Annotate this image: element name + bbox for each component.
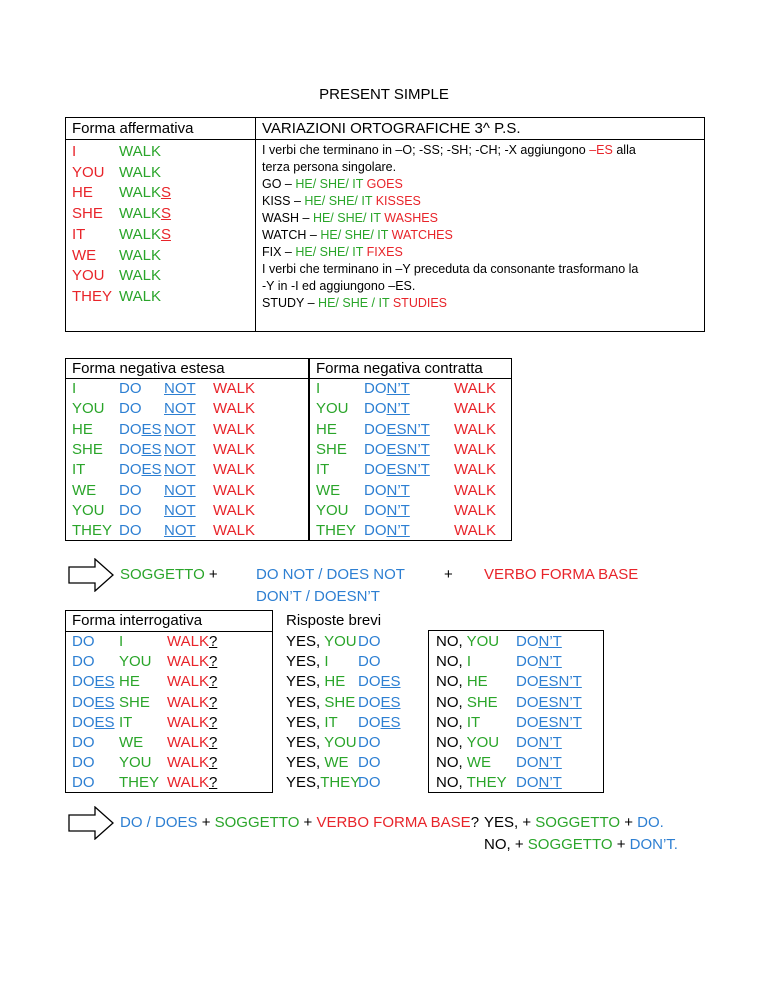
no-answer bbox=[436, 713, 480, 733]
aff-verb-part: WALK bbox=[119, 287, 161, 305]
variation-example bbox=[262, 227, 702, 244]
example-form: FIXES bbox=[366, 245, 403, 259]
negfull-not: NOT bbox=[164, 440, 196, 458]
interr-verb-suffix: ? bbox=[208, 774, 218, 792]
no-subject: IT bbox=[466, 713, 481, 731]
aff-verb bbox=[119, 183, 171, 203]
negshort-aux-part: DO bbox=[364, 481, 387, 499]
variation-example bbox=[262, 193, 702, 210]
no-label: NO, bbox=[436, 633, 467, 650]
formula-no: NO, + SOGGETTO + DON’T. bbox=[484, 836, 678, 853]
negfull-aux-suffix: ES bbox=[141, 440, 162, 458]
negfull-subject: IT bbox=[72, 461, 86, 479]
interrogative-header: Forma interrogativa bbox=[72, 612, 203, 629]
interr-verb bbox=[167, 773, 217, 793]
variations-text bbox=[262, 142, 702, 312]
interr-aux-part: DO bbox=[72, 774, 95, 792]
negfull-aux bbox=[119, 379, 142, 399]
negfull-verb: WALK bbox=[213, 522, 255, 540]
negfull-subject: SHE bbox=[72, 440, 103, 458]
yes-subject: THEY bbox=[320, 774, 361, 792]
variations-header: VARIAZIONI ORTOGRAFICHE 3^ P.S. bbox=[262, 120, 521, 137]
negshort-subject: THEY bbox=[316, 522, 357, 540]
no-aux-suffix: N’T bbox=[538, 653, 562, 671]
no-aux-suffix: ESN’T bbox=[538, 673, 582, 691]
short-answers-header: Risposte brevi bbox=[286, 612, 382, 629]
negshort-aux bbox=[364, 440, 430, 460]
negshort-verb: WALK bbox=[454, 522, 496, 540]
yes-subject: YOU bbox=[324, 633, 357, 650]
interr-aux-part: DO bbox=[72, 633, 95, 650]
interr-aux-part: DO bbox=[72, 673, 95, 691]
no-answer bbox=[436, 733, 499, 753]
negshort-verb: WALK bbox=[454, 380, 496, 397]
negshort-aux bbox=[364, 521, 410, 541]
example-form: WASHES bbox=[384, 211, 438, 225]
yes-subject: I bbox=[324, 653, 329, 671]
no-subject: THEY bbox=[466, 774, 507, 792]
interr-aux-suffix: ES bbox=[94, 713, 115, 731]
no-aux bbox=[516, 753, 562, 773]
interr-subject: THEY bbox=[119, 774, 160, 792]
affirmative-header: Forma affermativa bbox=[72, 120, 194, 137]
example-pronoun: HE/ SHE/ IT bbox=[320, 228, 392, 242]
yes-aux-part: DO bbox=[358, 774, 381, 792]
negshort-aux-part: DO bbox=[364, 522, 387, 540]
negfull-aux-part: DO bbox=[119, 440, 142, 458]
interr-subject: IT bbox=[119, 713, 133, 731]
negfull-subject: THEY bbox=[72, 522, 113, 540]
negfull-aux-part: DO bbox=[119, 420, 142, 438]
no-aux bbox=[516, 672, 582, 692]
no-label: NO, bbox=[436, 673, 467, 691]
interr-verb-suffix: ? bbox=[208, 693, 218, 711]
interr-verb-suffix: ? bbox=[208, 713, 218, 731]
negfull-aux bbox=[119, 440, 162, 460]
rule1-line2: terza persona singolare. bbox=[262, 160, 397, 174]
yes-aux-part: DO bbox=[358, 633, 381, 650]
interr-verb-part: WALK bbox=[167, 754, 209, 772]
negshort-aux bbox=[364, 399, 410, 419]
interr-aux bbox=[72, 753, 95, 773]
aff-verb-suffix: S bbox=[160, 225, 171, 243]
no-aux-part: DO bbox=[516, 693, 539, 711]
negshort-verb: WALK bbox=[454, 501, 496, 519]
interr-subject: WE bbox=[119, 734, 144, 751]
yes-label: YES, bbox=[286, 653, 325, 671]
formula-negative-plus2: + bbox=[444, 566, 453, 583]
no-aux-part: DO bbox=[516, 713, 539, 731]
yes-answer bbox=[286, 632, 357, 652]
no-label: NO, bbox=[436, 713, 467, 731]
interr-aux-suffix: ES bbox=[94, 693, 115, 711]
yes-aux-suffix: ES bbox=[380, 673, 401, 691]
interr-aux-part: DO bbox=[72, 734, 95, 751]
aff-subject: YOU bbox=[72, 267, 105, 285]
no-aux-part: DO bbox=[516, 754, 539, 772]
interr-aux-suffix: ES bbox=[94, 673, 115, 691]
yes-subject: WE bbox=[324, 754, 349, 772]
interr-verb bbox=[167, 753, 217, 773]
yes-aux-part: DO bbox=[358, 713, 381, 731]
aff-verb-suffix: S bbox=[160, 184, 171, 202]
yes-aux-part: DO bbox=[358, 754, 381, 772]
interr-verb-suffix: ? bbox=[208, 734, 218, 751]
interr-subject: HE bbox=[119, 673, 140, 691]
negshort-subject: WE bbox=[316, 481, 341, 499]
negfull-verb: WALK bbox=[213, 481, 255, 499]
no-label: NO, bbox=[436, 734, 467, 751]
rule2-line2: -Y in -I ed aggiungono –ES. bbox=[262, 279, 416, 293]
negfull-verb: WALK bbox=[213, 400, 255, 418]
yes-answer bbox=[286, 733, 357, 753]
no-aux-part: DO bbox=[516, 653, 539, 671]
no-answer bbox=[436, 693, 498, 713]
no-aux-suffix: N’T bbox=[538, 774, 562, 792]
aff-subject: HE bbox=[72, 184, 93, 202]
no-label: NO, bbox=[436, 653, 467, 671]
negfull-aux-suffix: ES bbox=[141, 420, 162, 438]
aff-verb bbox=[119, 246, 161, 266]
no-aux-suffix: ESN’T bbox=[538, 713, 582, 731]
interr-aux-part: DO bbox=[72, 693, 95, 711]
example-pronoun: HE/ SHE/ IT bbox=[304, 194, 376, 208]
negshort-aux-suffix: ESN’T bbox=[386, 440, 430, 458]
no-subject: HE bbox=[466, 673, 488, 691]
negshort-aux bbox=[364, 420, 430, 440]
example-base: KISS – bbox=[262, 194, 305, 208]
yes-aux bbox=[358, 773, 381, 793]
no-subject: YOU bbox=[466, 734, 500, 751]
no-aux-suffix: ESN’T bbox=[538, 693, 582, 711]
interr-verb-part: WALK bbox=[167, 653, 209, 671]
no-aux bbox=[516, 693, 582, 713]
negshort-aux-suffix: N’T bbox=[386, 481, 410, 499]
aff-subject: WE bbox=[72, 246, 97, 264]
arrow-right-icon bbox=[68, 558, 114, 592]
aff-verb bbox=[119, 204, 171, 224]
example-form: KISSES bbox=[375, 194, 421, 208]
yes-aux bbox=[358, 652, 381, 672]
example-pronoun: HE/ SHE/ IT bbox=[312, 211, 385, 225]
interr-subject: YOU bbox=[119, 754, 152, 772]
variation-example bbox=[262, 176, 702, 193]
yes-aux bbox=[358, 672, 401, 692]
negfull-verb: WALK bbox=[213, 501, 255, 519]
negshort-aux-part: DO bbox=[364, 440, 387, 458]
no-aux bbox=[516, 713, 582, 733]
negfull-aux-part: DO bbox=[119, 501, 142, 519]
yes-label: YES, bbox=[286, 633, 325, 650]
negfull-verb: WALK bbox=[213, 440, 255, 458]
negfull-aux-part: DO bbox=[119, 522, 142, 540]
yes-label: YES, bbox=[286, 673, 325, 691]
yes-answer bbox=[286, 672, 345, 692]
negshort-subject: I bbox=[316, 380, 321, 397]
negfull-not: NOT bbox=[164, 400, 196, 418]
interr-aux bbox=[72, 672, 115, 692]
interr-subject: I bbox=[119, 633, 124, 650]
no-label: NO, bbox=[436, 774, 467, 792]
negshort-aux-part: DO bbox=[364, 400, 387, 418]
no-answer bbox=[436, 652, 471, 672]
interr-aux bbox=[72, 733, 95, 753]
negfull-verb: WALK bbox=[213, 380, 255, 397]
formula-question: DO / DOES + SOGGETTO + VERBO FORMA BASE? bbox=[120, 814, 480, 831]
no-subject: YOU bbox=[466, 633, 500, 650]
negfull-not: NOT bbox=[164, 522, 196, 540]
no-aux-part: DO bbox=[516, 633, 539, 650]
rule1-line: I verbi che terminano in –O; -SS; -SH; -CH; -X aggiungono –ES alla bbox=[262, 143, 636, 157]
no-answer bbox=[436, 672, 488, 692]
negfull-aux-part: DO bbox=[119, 461, 142, 479]
aff-verb bbox=[119, 225, 171, 245]
yes-subject: YOU bbox=[324, 734, 357, 751]
yes-answer bbox=[286, 652, 329, 672]
negshort-subject: YOU bbox=[316, 400, 349, 418]
interr-verb-suffix: ? bbox=[208, 673, 218, 691]
no-label: NO, bbox=[436, 754, 467, 772]
negfull-not: NOT bbox=[164, 380, 196, 397]
aff-verb-suffix: S bbox=[160, 205, 171, 223]
yes-aux-part: DO bbox=[358, 673, 381, 691]
interr-verb-part: WALK bbox=[167, 673, 209, 691]
negshort-verb: WALK bbox=[454, 461, 496, 479]
negfull-subject: I bbox=[72, 380, 77, 397]
negshort-verb: WALK bbox=[454, 440, 496, 458]
example-form: WATCHES bbox=[391, 228, 453, 242]
yes-aux-part: DO bbox=[358, 693, 381, 711]
interr-verb bbox=[167, 713, 217, 733]
interr-verb-suffix: ? bbox=[208, 754, 218, 772]
no-subject: I bbox=[466, 653, 472, 671]
negfull-aux bbox=[119, 420, 162, 440]
negshort-subject: IT bbox=[316, 461, 330, 479]
example-base: WASH – bbox=[262, 211, 313, 225]
negfull-subject: WE bbox=[72, 481, 97, 499]
aff-subject: YOU bbox=[72, 163, 105, 181]
negfull-verb: WALK bbox=[213, 461, 255, 479]
aff-verb-part: WALK bbox=[119, 246, 161, 264]
yes-label: YES, bbox=[286, 693, 325, 711]
interr-aux bbox=[72, 652, 95, 672]
no-aux bbox=[516, 733, 562, 753]
yes-aux bbox=[358, 713, 401, 733]
interr-subject: SHE bbox=[119, 693, 150, 711]
yes-answer bbox=[286, 753, 349, 773]
yes-aux-part: DO bbox=[358, 653, 381, 671]
interr-aux bbox=[72, 773, 95, 793]
interr-verb-suffix: ? bbox=[208, 633, 218, 650]
example-pronoun: HE/ SHE/ IT bbox=[295, 245, 367, 259]
negative-full-header: Forma negativa estesa bbox=[72, 360, 225, 377]
yes-subject: IT bbox=[324, 713, 338, 731]
aff-verb-part: WALK bbox=[119, 163, 161, 181]
yes-aux bbox=[358, 693, 401, 713]
no-aux-suffix: N’T bbox=[538, 633, 562, 650]
yes-answer bbox=[286, 773, 360, 793]
interr-verb bbox=[167, 672, 217, 692]
yes-aux bbox=[358, 753, 381, 773]
negfull-aux bbox=[119, 460, 162, 480]
formula-yes: YES, + SOGGETTO + DO. bbox=[484, 814, 664, 831]
negshort-aux bbox=[364, 501, 410, 521]
aff-subject: THEY bbox=[72, 287, 113, 305]
formula-negative-aux1: DO NOT / DOES NOT bbox=[256, 566, 405, 583]
negfull-aux-suffix: ES bbox=[141, 461, 162, 479]
negfull-aux bbox=[119, 399, 142, 419]
yes-aux bbox=[358, 733, 381, 753]
negshort-verb: WALK bbox=[454, 420, 496, 438]
example-base: GO – bbox=[262, 177, 296, 191]
aff-verb bbox=[119, 142, 161, 162]
formula-negative-aux2: DON’T / DOESN’T bbox=[256, 588, 380, 605]
yes-aux-suffix: ES bbox=[380, 713, 401, 731]
negfull-not: NOT bbox=[164, 481, 196, 499]
aff-verb bbox=[119, 163, 161, 183]
example-base: FIX – bbox=[262, 245, 296, 259]
interr-verb bbox=[167, 693, 217, 713]
yes-subject: SHE bbox=[324, 693, 356, 711]
aff-verb bbox=[119, 287, 161, 307]
interr-aux-part: DO bbox=[72, 754, 95, 772]
interr-verb-part: WALK bbox=[167, 774, 209, 792]
interr-aux-part: DO bbox=[72, 713, 95, 731]
yes-answer bbox=[286, 713, 338, 733]
negfull-aux-part: DO bbox=[119, 400, 142, 418]
negshort-aux bbox=[364, 379, 410, 399]
negfull-aux-part: DO bbox=[119, 380, 142, 397]
interr-verb bbox=[167, 733, 217, 753]
negshort-verb: WALK bbox=[454, 481, 496, 499]
interr-verb bbox=[167, 632, 217, 652]
negshort-aux-part: DO bbox=[364, 501, 387, 519]
yes-subject: HE bbox=[324, 673, 346, 691]
negshort-subject: SHE bbox=[316, 440, 347, 458]
negshort-aux bbox=[364, 460, 430, 480]
negshort-aux-part: DO bbox=[364, 420, 387, 438]
negshort-aux-suffix: ESN’T bbox=[386, 461, 430, 479]
no-subject: SHE bbox=[466, 693, 498, 711]
negfull-subject: HE bbox=[72, 420, 93, 438]
yes-aux bbox=[358, 632, 381, 652]
yes-aux-part: DO bbox=[358, 734, 381, 751]
yes-label: YES, bbox=[286, 734, 325, 751]
no-subject: WE bbox=[466, 754, 492, 772]
page-title: PRESENT SIMPLE bbox=[319, 86, 449, 103]
negfull-aux bbox=[119, 501, 142, 521]
negshort-verb: WALK bbox=[454, 400, 496, 418]
yes-answer bbox=[286, 693, 355, 713]
no-aux bbox=[516, 652, 562, 672]
negshort-aux-suffix: N’T bbox=[386, 380, 410, 397]
arrow-right-icon bbox=[68, 806, 114, 840]
negfull-not: NOT bbox=[164, 501, 196, 519]
negative-short-header: Forma negativa contratta bbox=[316, 360, 483, 377]
no-aux-part: DO bbox=[516, 673, 539, 691]
interr-verb-part: WALK bbox=[167, 693, 209, 711]
negshort-aux-suffix: N’T bbox=[386, 501, 410, 519]
rule2-line: I verbi che terminano in –Y preceduta da consonante trasformano la bbox=[262, 262, 639, 276]
interr-aux bbox=[72, 632, 95, 652]
no-aux bbox=[516, 773, 562, 793]
aff-verb-part: WALK bbox=[119, 205, 161, 223]
interr-verb-part: WALK bbox=[167, 734, 209, 751]
no-aux-part: DO bbox=[516, 734, 539, 751]
yes-label: YES, bbox=[286, 774, 321, 792]
aff-verb-part: WALK bbox=[119, 184, 161, 202]
negshort-aux-part: DO bbox=[364, 380, 387, 397]
aff-subject: SHE bbox=[72, 205, 103, 223]
negshort-aux-suffix: N’T bbox=[386, 522, 410, 540]
interr-aux bbox=[72, 713, 115, 733]
example-study: STUDY – HE/ SHE / IT STUDIES bbox=[262, 296, 448, 310]
variation-example bbox=[262, 210, 702, 227]
formula-negative-verb: VERBO FORMA BASE bbox=[484, 566, 639, 583]
yes-label: YES, bbox=[286, 754, 325, 772]
no-aux-suffix: N’T bbox=[538, 734, 562, 751]
negshort-aux-suffix: ESN’T bbox=[386, 420, 430, 438]
example-pronoun: HE/ SHE/ IT bbox=[295, 177, 367, 191]
no-aux-suffix: N’T bbox=[538, 754, 562, 772]
no-aux-part: DO bbox=[516, 774, 539, 792]
negshort-subject: HE bbox=[316, 420, 337, 438]
negfull-subject: YOU bbox=[72, 501, 105, 519]
negshort-subject: YOU bbox=[316, 501, 349, 519]
negshort-aux-part: DO bbox=[364, 461, 387, 479]
interr-subject: YOU bbox=[119, 653, 152, 671]
variation-example bbox=[262, 244, 702, 261]
example-form: GOES bbox=[366, 177, 403, 191]
negfull-subject: YOU bbox=[72, 400, 105, 418]
negfull-not: NOT bbox=[164, 420, 196, 438]
aff-verb-part: WALK bbox=[119, 143, 161, 160]
negfull-aux bbox=[119, 481, 142, 501]
aff-verb-part: WALK bbox=[119, 267, 161, 285]
negfull-aux bbox=[119, 521, 142, 541]
aff-subject: IT bbox=[72, 225, 86, 243]
negshort-aux bbox=[364, 481, 410, 501]
no-answer bbox=[436, 632, 499, 652]
interr-verb-part: WALK bbox=[167, 633, 209, 650]
interr-aux-part: DO bbox=[72, 653, 95, 671]
yes-aux-suffix: ES bbox=[380, 693, 401, 711]
aff-verb-part: WALK bbox=[119, 225, 161, 243]
aff-verb bbox=[119, 266, 161, 286]
example-base: WATCH – bbox=[262, 228, 321, 242]
no-answer bbox=[436, 753, 491, 773]
yes-label: YES, bbox=[286, 713, 325, 731]
negfull-aux-part: DO bbox=[119, 481, 142, 499]
negfull-verb: WALK bbox=[213, 420, 255, 438]
negshort-aux-suffix: N’T bbox=[386, 400, 410, 418]
aff-subject: I bbox=[72, 143, 77, 160]
interr-verb-suffix: ? bbox=[208, 653, 218, 671]
negfull-not: NOT bbox=[164, 461, 196, 479]
interr-verb bbox=[167, 652, 217, 672]
formula-negative-subject: SOGGETTO + bbox=[120, 566, 218, 583]
interr-aux bbox=[72, 693, 115, 713]
no-answer bbox=[436, 773, 507, 793]
no-aux bbox=[516, 632, 562, 652]
no-label: NO, bbox=[436, 693, 467, 711]
interr-verb-part: WALK bbox=[167, 713, 209, 731]
